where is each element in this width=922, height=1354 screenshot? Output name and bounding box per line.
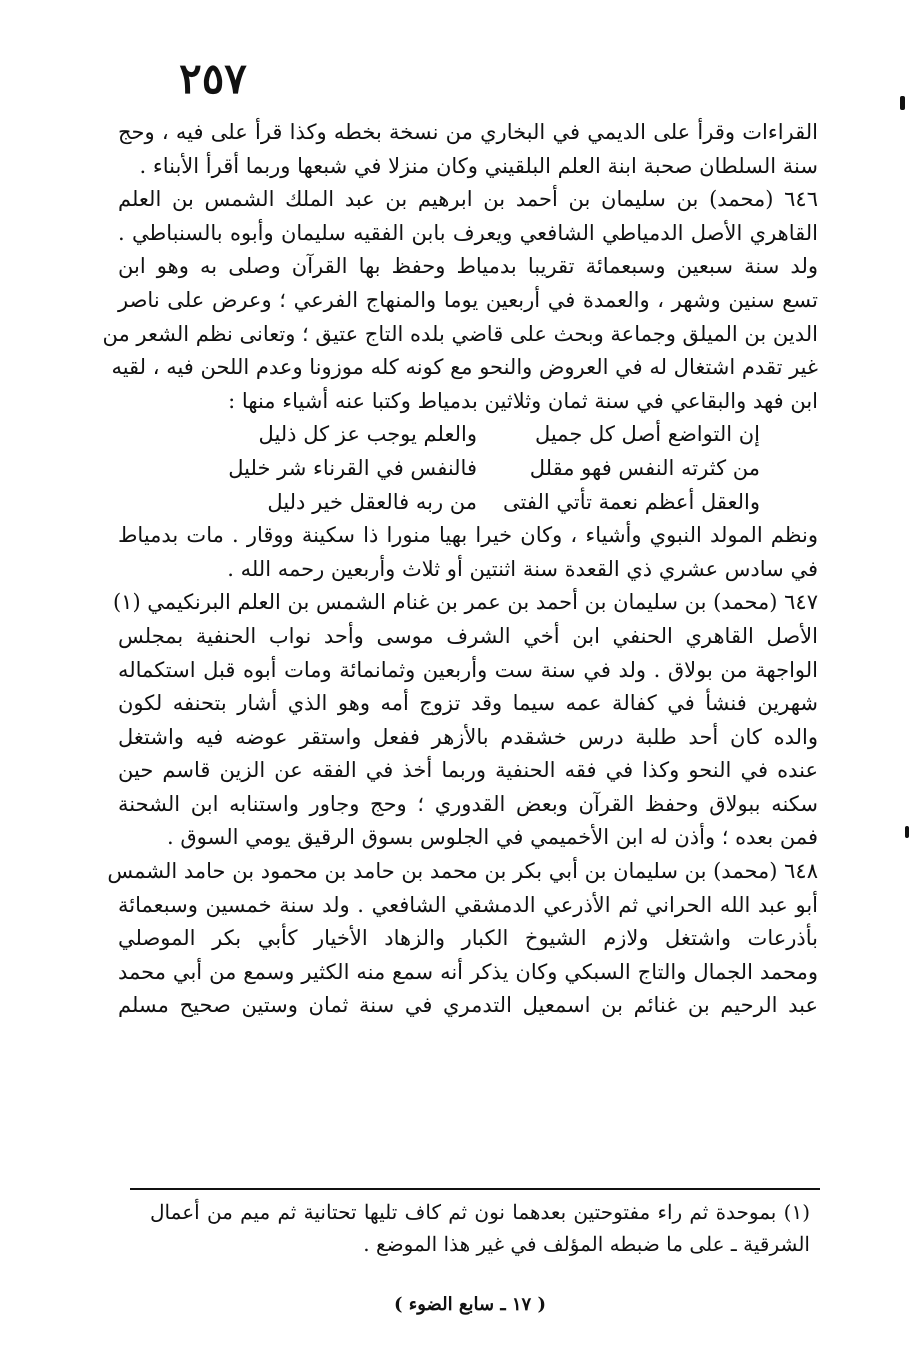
text-line: ولد سنة سبعين وسبعمائة تقريبا بدمياط وحفظ بها القرآن وصلى به وهو ابن	[118, 254, 818, 279]
text-line: بأذرعات واشتغل ولازم الشيوخ الكبار والزهاد الأخيار كأبي بكر الموصلي	[118, 926, 818, 951]
text-line: الأصل القاهري الحنفي ابن أخي الشرف موسى وأحد نواب الحنفية بمجلس	[118, 623, 818, 648]
footnote-separator	[130, 1188, 820, 1190]
footnote	[150, 1196, 810, 1260]
entry-647-heading: ٦٤٧ (محمد) بن سليمان بن أحمد بن عمر بن غنام الشمس بن العلم البرنكيمي (١)	[112, 590, 818, 615]
text-line: القاهري الأصل الدمياطي الشافعي ويعرف بابن الفقيه سليمان وأبوه بالسنباطي .	[118, 220, 818, 245]
text-line: الدين بن الميلق وجماعة وبحث على قاضي بلده التاج عتيق ؛ وتعانى نظم الشعر من	[102, 321, 818, 346]
text-line: سنة السلطان صحبة ابنة العلم البلقيني وكان منزلا في شبعها وربما أقرأ الأبناء .	[139, 153, 818, 178]
text-line: أبو عبد الله الحراني ثم الأذرعي الدمشقي الشافعي . ولد سنة خمسين وسبعمائة	[118, 892, 818, 917]
text-line: ابن فهد والبقاعي في سنة ثمان وثلاثين بدمياط وكتبا عنه أشياء منها :	[228, 388, 818, 413]
text-line: غير تقدم اشتغال له في العروض والنحو مع كونه كله موزونا وعدم اللحن فيه ، لقيه	[111, 355, 818, 380]
poem-verse	[118, 418, 818, 452]
footnote-line: (١) بموحدة ثم راء مفتوحتين بعدهما نون ثم كاف تليها تحتانية ثم ميم من أعمال	[150, 1200, 810, 1224]
verse-second-hemistich: فالنفس في القرناء شر خليل	[228, 455, 477, 480]
page-number: ٢٥٧	[179, 54, 247, 103]
text-line: عبد الرحيم بن غنائم بن اسمعيل التدمري في سنة ثمان وستين صحيح مسلم	[118, 993, 818, 1018]
text-line: ومحمد الجمال والتاج السبكي وكان يذكر أنه سمع منه الكثير وسمع من أبي محمد	[118, 959, 818, 984]
text-line: والده كان أحد طلبة درس خشقدم بالأزهر ففعل واستقر عوضه فيه واشتغل	[118, 724, 818, 749]
verse-first-hemistich: إن التواضع أصل كل جميل	[534, 422, 760, 447]
text-line: ونظم المولد النبوي وأشياء ، وكان خيرا بهيا منورا ذا سكينة ووقار . مات بدمياط	[118, 523, 818, 548]
text-line: شهرين فنشأ في كفالة عمه سيما وقد تزوج أمه وهو الذي أشار بتحنفه لكون	[118, 691, 818, 716]
text-line: عنده في النحو وكذا في فقه الحنفية وربما أخذ في الفقه عن الزين قاسم حين	[118, 758, 818, 783]
verse-second-hemistich: من ربه فالعقل خير دليل	[267, 489, 477, 514]
text-line: في سادس عشري ذي القعدة سنة اثنتين أو ثلاث وأربعين رحمه الله .	[227, 556, 818, 581]
poem-verse	[118, 486, 818, 520]
signature-mark: ( ١٧ ـ سابع الضوء )	[393, 1294, 546, 1315]
text-line: سكنه ببولاق وحفظ القرآن وبعض القدوري ؛ وحج وجاور واستنابه ابن الشحنة	[118, 791, 818, 816]
verse-first-hemistich: والعقل أعظم نعمة تأتي الفتى	[503, 489, 760, 514]
text-line: الواجهة من بولاق . ولد في سنة ست وأربعين وثمانمائة ومات أبوه قبل استكماله	[118, 657, 818, 682]
text-line: القراءات وقرأ على الديمي في البخاري من نسخة بخطه وكذا قرأ على فيه ، وحج	[118, 120, 818, 144]
text-line: تسع سنين وشهر ، والعمدة في أربعين يوما والمنهاج الفرعي ؛ وعرض على ناصر	[118, 287, 818, 312]
margin-mark	[905, 826, 909, 838]
text-line: فمن بعده ؛ وأذن له ابن الأخميمي في الجلوس بسوق الرقيق يومي السوق .	[166, 825, 818, 850]
verse-first-hemistich: من كثرته النفس فهو مقلل	[529, 455, 760, 480]
poem-verse	[118, 452, 818, 486]
verse-second-hemistich: والعلم يوجب عز كل ذليل	[258, 422, 477, 447]
main-text	[102, 116, 818, 1023]
footnote-line: الشرقية ـ على ما ضبطه المؤلف في غير هذا الموضع .	[363, 1232, 810, 1256]
entry-648-heading: ٦٤٨ (محمد) بن سليمان بن أبي بكر بن محمد بن حامد بن محمود بن حامد الشمس	[107, 859, 818, 884]
margin-mark	[900, 96, 905, 110]
entry-646-heading: ٦٤٦ (محمد) بن سليمان بن أحمد بن ابرهيم بن عبد الملك الشمس بن العلم	[118, 187, 818, 212]
